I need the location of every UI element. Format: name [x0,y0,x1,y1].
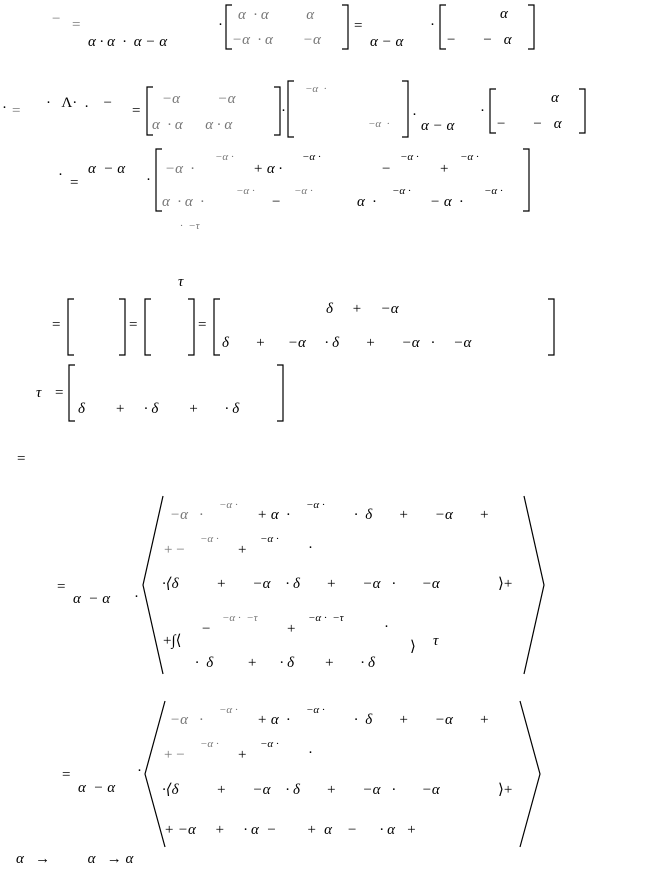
r1-minus: − [52,11,61,27]
r8-line2-b: + [238,747,247,763]
r3-row2-b: − [272,194,281,210]
r2-m2-right-bracket [400,80,410,138]
r7-line2-sup2: −α · [260,533,279,545]
r4-eq1: = [52,317,61,333]
r3-row1-b: + α · [253,161,283,177]
r3-mid: α − α [88,161,126,177]
r4-eq3: = [198,317,207,333]
r3-row2-sup1: −α · [236,185,255,197]
r2-m3-row2: − − α [496,116,562,132]
r2-eq2: = [132,103,141,119]
r7-line4-sup1: −α · −τ [222,612,258,624]
r7-right-angle [522,495,546,675]
r7-line5: · δ + · δ + · δ [195,655,375,671]
r3-dot2: · [146,172,151,188]
r3-row1-sup4: −α · [460,151,479,163]
r8-line2-sup2: −α · [260,738,279,750]
r7-line2-sup1: −α · [200,533,219,545]
r3-row2-sup2: −α · [294,185,313,197]
r8-dot: · [137,763,142,779]
r8-right-angle [518,700,542,848]
r4-m3-row2: δ + −α · δ + −α · −α [222,335,472,351]
r4-m1-left-bracket [66,298,76,356]
r7-mid: α − α [73,591,111,607]
r7-line1-b: + α · [257,507,290,523]
r8-eq: = [62,767,71,783]
r3-row1-sup1: −α · [215,151,234,163]
r8-line1-sup2: −α · [306,704,325,716]
r7-line4-minus: − [202,621,211,637]
r2-m2-row2: −α · [368,118,390,130]
r4-m3-right-bracket [546,298,556,356]
r2-m1-row2: α · α α · α [152,117,233,133]
r2-dotb: · [412,107,417,123]
r9-limit-line: α → α → α [16,851,134,867]
r1-mid: α − α [370,34,404,50]
r1-lhs: α · α · α − α [88,34,168,50]
r7-eq: = [57,579,66,595]
r3-row2-sup3: −α · [392,185,411,197]
r4-m3-row1: δ + −α [326,301,399,317]
r3-row2-sup4: −α · [484,185,503,197]
r2-mid: α − α [421,118,455,134]
r8-line4: + −α + · α − + α − · α + [164,822,417,838]
r7-line3: ·⟨δ + −α · δ + −α · −α [162,576,440,592]
r8-mid: α − α [78,780,116,796]
r1-m1-row2: −α · α −α [232,32,321,48]
r2-m2-left-bracket [286,80,296,138]
r1-dot2: · [430,17,435,33]
r3-row1-sup3: −α · [400,151,419,163]
r3-right-bracket [521,148,531,212]
r3-eq: = [70,175,79,191]
r5-left-bracket [67,364,77,422]
r1-dot: · [218,17,223,33]
r3-row1-sup2: −α · [302,151,321,163]
r4-m1-right-bracket [117,298,127,356]
r7-line4-plus: + [287,621,296,637]
r7-line4-dot: · [384,619,389,635]
r5-row: δ + · δ + · δ [78,401,240,417]
r7-line1-sup2: −α · [306,499,325,511]
r7-line3-end: ⟩+ [498,576,513,592]
r3-dot: · [58,167,63,183]
r1-m2-row2: − − α [446,32,512,48]
r8-line2-c: · [308,745,313,761]
r7-line5-end: ⟩ [410,639,416,655]
r8-line3: ·⟨δ + −α · δ + −α · −α [162,782,440,798]
r4-tau: τ [178,274,184,290]
r2-dot2: · [480,103,485,119]
r3-row2-d: − α · [430,194,463,210]
r2-m3-row1: α [551,90,559,106]
r4-m2-left-bracket [143,298,153,356]
r8-line2-sup1: −α · [200,738,219,750]
r7-line2-a: + − [164,542,185,558]
r4-m3-left-bracket [212,298,222,356]
r7-line1-sup1: −α · [219,499,238,511]
r8-line2-a: + − [164,747,185,763]
r8-line1-b: + α · [257,712,290,728]
r2-lambda: · Λ· . − [46,95,112,111]
r7-dot: · [134,589,139,605]
r8-line1-a: −α · [170,712,203,728]
r7-line4-a: +∫⟨ [163,633,182,649]
r3-sub: · −τ [180,220,200,232]
r5-eq: = [55,385,64,401]
r6-eq: = [17,451,26,467]
r5-right-bracket [275,364,285,422]
r7-line1-a: −α · [170,507,203,523]
r2-dot: · [281,103,286,119]
r2-eq: = [12,103,21,119]
r1-eq2: = [354,18,363,34]
r3-row2-a: α · α · [162,194,204,210]
r2-dot0: · [2,100,7,116]
r1-m1-row1: α · α α [238,7,315,23]
r8-line1-c: · δ + −α + [354,712,490,728]
r7-line4-sup2: −α · −τ [308,612,344,624]
r2-m1-row1: −α −α [162,91,236,107]
r4-m2-right-bracket [186,298,196,356]
r7-tau: τ [433,633,439,649]
r3-row1-d: + [440,161,449,177]
r3-row2-c: α · [357,194,377,210]
r1-m2-row1: α [500,6,508,22]
r2-m2-row1: −α · [305,83,327,95]
r3-row1-c: − [382,161,391,177]
r2-m3-right-bracket [577,88,587,134]
r3-row1-a: −α · [165,161,195,177]
r7-line2-c: · [308,540,313,556]
r1-matrix1-right-bracket [340,4,350,50]
r5-tau: τ [36,385,42,401]
r1-eq: = [72,17,81,33]
r7-line2-b: + [238,542,247,558]
r7-line1-c: · δ + −α + [354,507,490,523]
r4-eq2: = [129,317,138,333]
r1-matrix2-right-bracket [526,4,536,50]
r8-line3-end: ⟩+ [498,782,513,798]
r8-line1-sup1: −α · [219,704,238,716]
